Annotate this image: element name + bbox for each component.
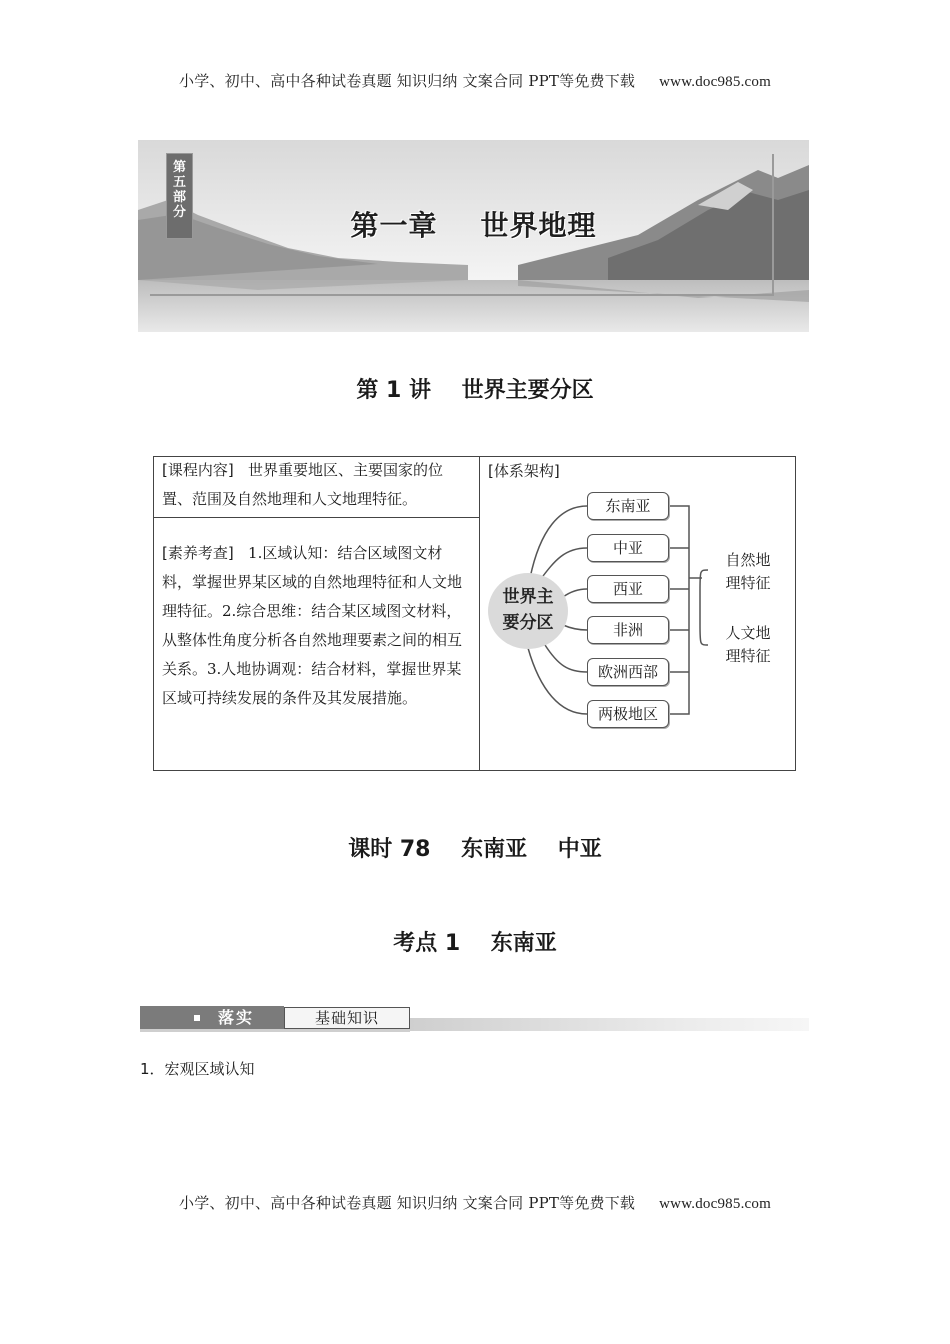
kaodian-title: 考点 1 东南亚 bbox=[393, 931, 557, 956]
footer-url[interactable]: www.doc985.com bbox=[659, 1196, 771, 1212]
part-tag: 第 五 部 分 bbox=[166, 153, 193, 239]
feature-human: 人文地 理特征 bbox=[725, 624, 771, 665]
region-node-central-asia: 中亚 bbox=[587, 534, 669, 562]
section-bar bbox=[140, 1006, 809, 1032]
lesson-title: 课时 78 东南亚 中亚 bbox=[348, 837, 602, 862]
literacy-text: 1.区域认知：结合区域图文材料，掌握世界某区域的自然地理特征和人文地理特征。2.综合思维：结合某区域图文材料，从整体性角度分析各自然地理要素之间的相互关系。3.人地协调观：结合材料，掌握世界某区域可持续发展的条件及其发展措施。 bbox=[162, 544, 463, 707]
region-node-southeast-asia: 东南亚 bbox=[587, 492, 669, 520]
page-footer bbox=[0, 1192, 950, 1213]
literacy-label: [素养考查] bbox=[162, 544, 234, 562]
chapter-title: 第一章 世界地理 bbox=[350, 209, 597, 242]
lecture-title: 第 1 讲 世界主要分区 bbox=[356, 378, 594, 403]
section-light-label: 基础知识 bbox=[284, 1007, 410, 1029]
feature-natural: 自然地 理特征 bbox=[725, 551, 771, 592]
center-node-label: 世界主 要分区 bbox=[502, 587, 554, 633]
course-content-label: [课程内容] bbox=[162, 461, 234, 479]
footer-text: 小学、初中、高中各种试卷真题 知识归纳 文案合同 PPT等免费下载 bbox=[179, 1194, 636, 1212]
region-node-west-asia: 西亚 bbox=[587, 575, 669, 603]
region-node-africa: 非洲 bbox=[587, 616, 669, 644]
course-content-text: 世界重要地区、主要国家的位置、范围及自然地理和人文地理特征。 bbox=[162, 461, 444, 508]
region-node-polar-regions: 两极地区 bbox=[587, 700, 669, 728]
region-node-western-europe: 欧洲西部 bbox=[587, 658, 669, 686]
system-label: [体系架构] bbox=[488, 462, 560, 480]
section-dark-label: 落实 bbox=[218, 1008, 255, 1027]
list-item-1: 1．宏观区域认知 bbox=[140, 1060, 255, 1078]
section-bar-dark bbox=[140, 1006, 284, 1029]
square-bullet-icon bbox=[194, 1015, 200, 1021]
header-text: 小学、初中、高中各种试卷真题 知识归纳 文案合同 PPT等免费下载 bbox=[179, 72, 636, 90]
header-url[interactable]: www.doc985.com bbox=[659, 74, 771, 90]
